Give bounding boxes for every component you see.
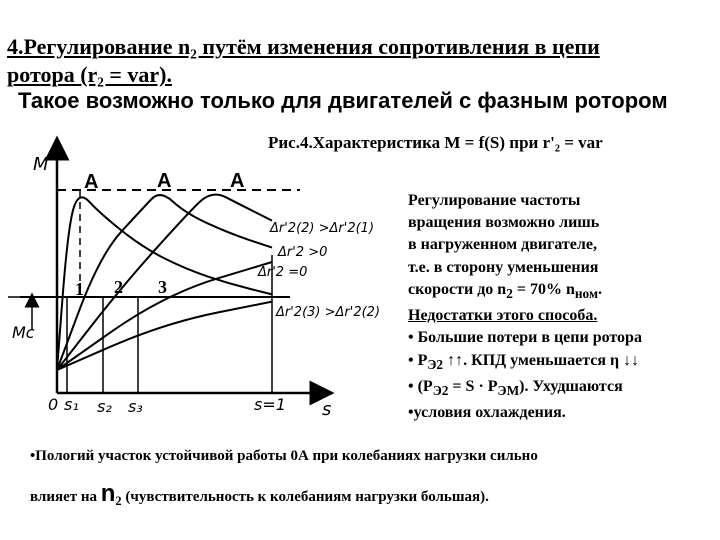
peak-label-1: A — [84, 171, 99, 193]
right-line-8: • $Р_{Э2}$ ↑↑. КПД уменьшается η ↓↓ — [408, 351, 640, 372]
s2-label: s₂ — [97, 397, 112, 416]
peak-label-3: A — [230, 170, 245, 192]
op-point-1: 1 — [75, 279, 84, 299]
s3-label: s₃ — [128, 397, 143, 416]
curve-label-b: Δr'2 >0 — [278, 245, 328, 260]
bottom-line-1: •Пологий участок устойчивой работы 0А при колебаниях нагрузки сильно — [30, 448, 538, 464]
s-one-label: s=1 — [254, 395, 286, 414]
right-line-9: • $(Р_{Э2} = S \cdot Р_{ЭМ})$. Ухудшаются — [408, 378, 623, 399]
right-line-3: в нагруженном двигателе, — [408, 236, 597, 254]
curve-label-d: Δr'2(3) >Δr'2(2) — [276, 305, 381, 320]
right-line-10: •условия охлаждения. — [408, 404, 566, 422]
bottom-line-2: влияет на $n_2$ (чувствительность к колебаниям нагрузки большая). — [30, 480, 489, 508]
heading-line-2: ротора (r₂ = var). — [7, 62, 173, 87]
curve-label-a: Δr'2(2) >Δr'2(1) — [270, 221, 375, 236]
y-axis-label: M — [33, 154, 49, 175]
curve-5 — [57, 302, 272, 370]
right-line-6: Недостатки этого способа. — [408, 307, 598, 325]
s-origin-label: 0 — [48, 395, 59, 414]
heading-line-1: 4.Регулирование n₂ путём изменения сопротивления в цепи — [7, 34, 600, 59]
x-axis-label: s — [322, 399, 332, 420]
curve-label-c: Δr'2 =0 — [258, 265, 308, 280]
right-line-4: т.е. в сторону уменьшения — [408, 258, 599, 276]
right-description — [408, 190, 642, 425]
right-line-1: Регулирование частоты — [408, 192, 581, 209]
right-line-5: скорости до $n_2 = 70\%$ $n_{ном}$. — [408, 280, 603, 301]
subtitle: Такое возможно только для двигателей с фазным ротором — [18, 88, 668, 113]
figure-caption: Рис.4.Характеристика М = f(S) при r'₂ = var — [268, 133, 603, 152]
right-line-2: вращения возможно лишь — [408, 214, 600, 232]
right-line-7: • Большие потери в цепи ротора — [408, 329, 642, 347]
op-point-3: 3 — [158, 277, 167, 297]
peak-label-2: A — [157, 170, 172, 192]
mc-label: Mc — [12, 323, 35, 342]
s1-label: s₁ — [64, 395, 79, 414]
op-point-2: 2 — [114, 277, 123, 297]
